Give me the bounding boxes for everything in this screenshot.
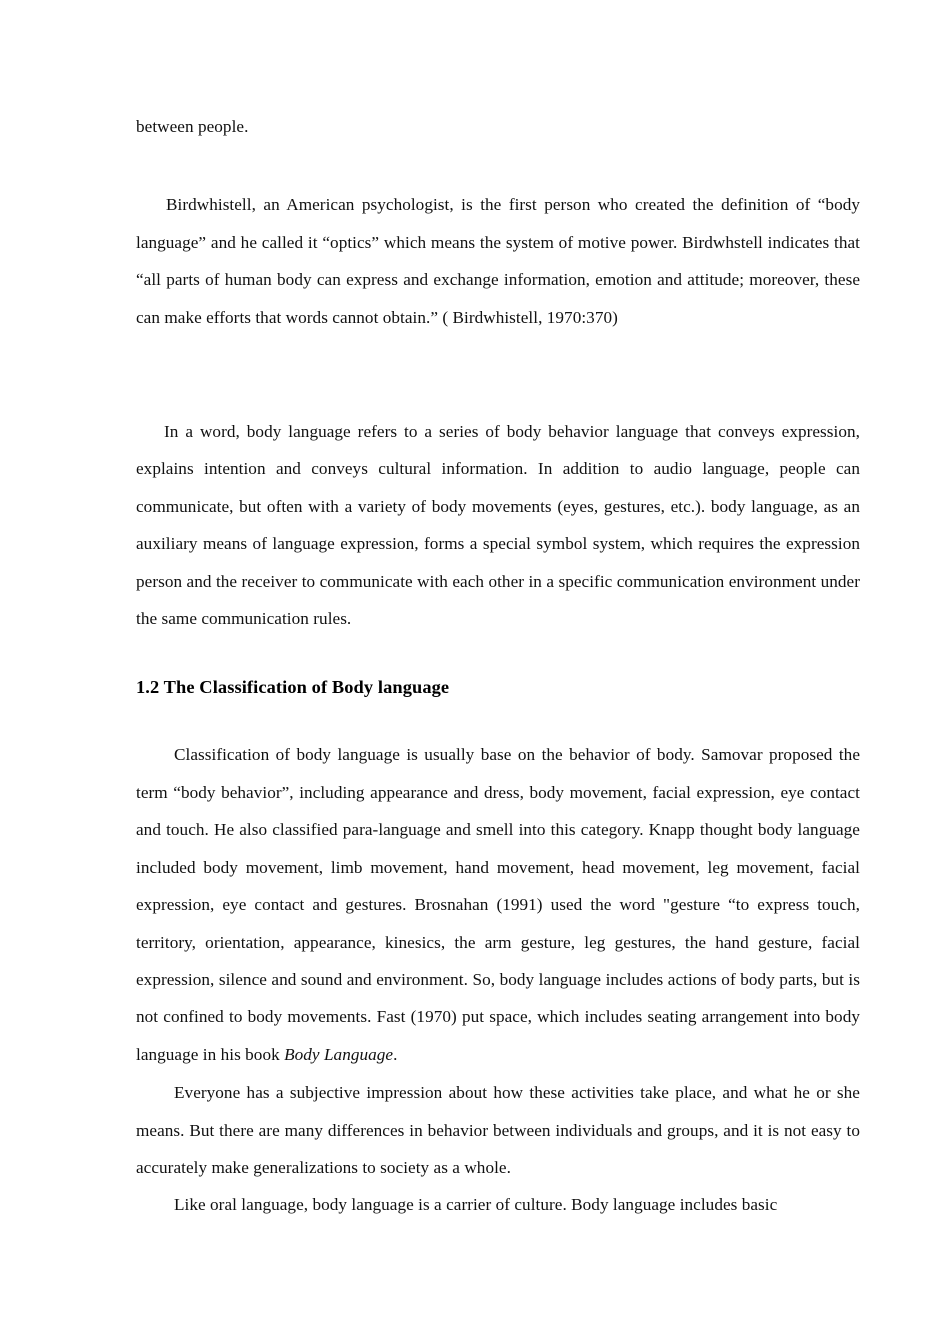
text-column bbox=[136, 0, 860, 1224]
paragraph-continuation: between people. bbox=[136, 117, 249, 136]
paragraph-classification bbox=[136, 702, 860, 1073]
paragraph-like-oral-language: Like oral language, body language is a carrier of culture. Body language includes basic bbox=[174, 1195, 778, 1215]
paragraph-birdwhistell-definition: Birdwhistell, an American psychologist, is the first person who created the definition of “body language” and he called it “optics” which means the system of motive power. Birdwhstell indicates that “all parts of human body can express and exchange information, emotion and attitude; moreover, these can make efforts that words cannot obtain.” ( Birdwhistell, 1970:370) bbox=[136, 195, 860, 327]
paragraph-everyone-subjective-impression: Everyone has a subjective impression about how these activities take place, and what he or she means. But there are many differences in behavior between individuals and groups, and it is not easy to accurately make generalizations to society as a whole. bbox=[136, 1083, 860, 1177]
book-title-body-language: Body Language bbox=[284, 1044, 394, 1064]
classification-text-part2: . bbox=[393, 1044, 398, 1064]
paragraph-in-a-word-summary: In a word, body language refers to a series of body behavior language that conveys expression, explains intention and conveys cultural information. In addition to audio language, people can communicate, but often with a variety of body movements (eyes, gestures, etc.). body language, as an auxiliary means of language expression, forms a special symbol system, which requires the expression person and the receiver to communicate with each other in a specific communication environment under the same communication rules. bbox=[136, 422, 860, 629]
classification-text-part1: Classification of body language is usually base on the behavior of body. Samovar proposed the term “body behavior”, including appearance and dress, body movement, facial expression, eye contact and touch. He also classified para-language and smell into this category. Knapp thought body language included body movement, limb movement, hand movement, head movement, leg movement, facial expression, eye contact and gestures. Brosnahan (1991) used the word "gesture “to express touch, territory, orientation, appearance, kinesics, the arm gesture, leg gestures, the hand gesture, facial expression, silence and sound and environment. So, body language includes actions of body parts, but is not confined to body movements. Fast (1970) put space, which includes seating arrangement into body language in his book bbox=[136, 745, 860, 1064]
section-heading-1-2: 1.2 The Classification of Body language bbox=[136, 677, 450, 698]
